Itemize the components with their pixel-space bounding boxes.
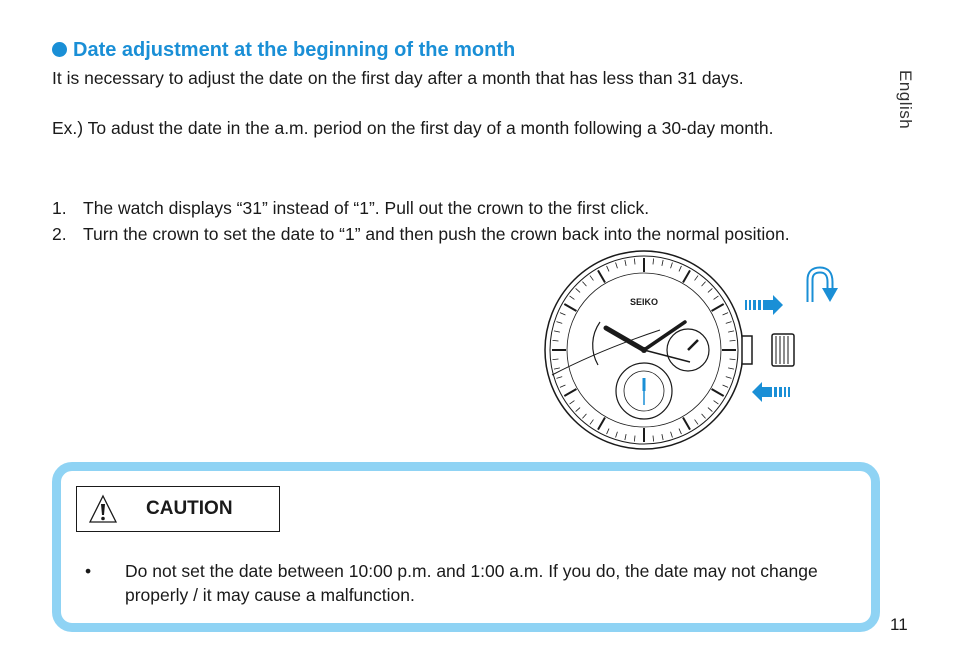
step-number: 2. (52, 224, 67, 244)
brand-logo: SEIKO (629, 297, 659, 307)
example-paragraph: Ex.) To adust the date in the a.m. period on the first day of a month following a 30-day month. (52, 118, 774, 138)
step-number: 1. (52, 198, 67, 218)
steps-list (52, 196, 877, 248)
step-text: Turn the crown to set the date to “1” and then push the crown back into the normal position. (83, 224, 790, 244)
section-heading (52, 39, 515, 62)
step-text: The watch displays “31” instead of “1”. Pull out the crown to the first click. (83, 198, 650, 218)
caution-bullet: • (85, 561, 92, 581)
caution-text: Do not set the date between 10:00 p.m. and 1:00 a.m. If you do, the date may not change properly / it may cause a malfunction. (125, 561, 818, 605)
caution-label (76, 486, 280, 532)
page-number: 11 (890, 615, 908, 634)
caution-item (85, 559, 885, 607)
intro-paragraph: It is necessary to adjust the date on the first day after a month that has less than 31 days. (52, 68, 744, 88)
language-tab: English (896, 70, 915, 130)
step-item (52, 222, 877, 246)
heading-bullet-icon (52, 42, 67, 57)
watch-illustration (540, 250, 850, 455)
section-heading-text: Date adjustment at the beginning of the month (73, 39, 516, 61)
warning-exclamation-icon (88, 494, 118, 524)
step-item (52, 196, 877, 220)
caution-title: CAUTION (146, 498, 233, 519)
caution-box (52, 462, 880, 632)
